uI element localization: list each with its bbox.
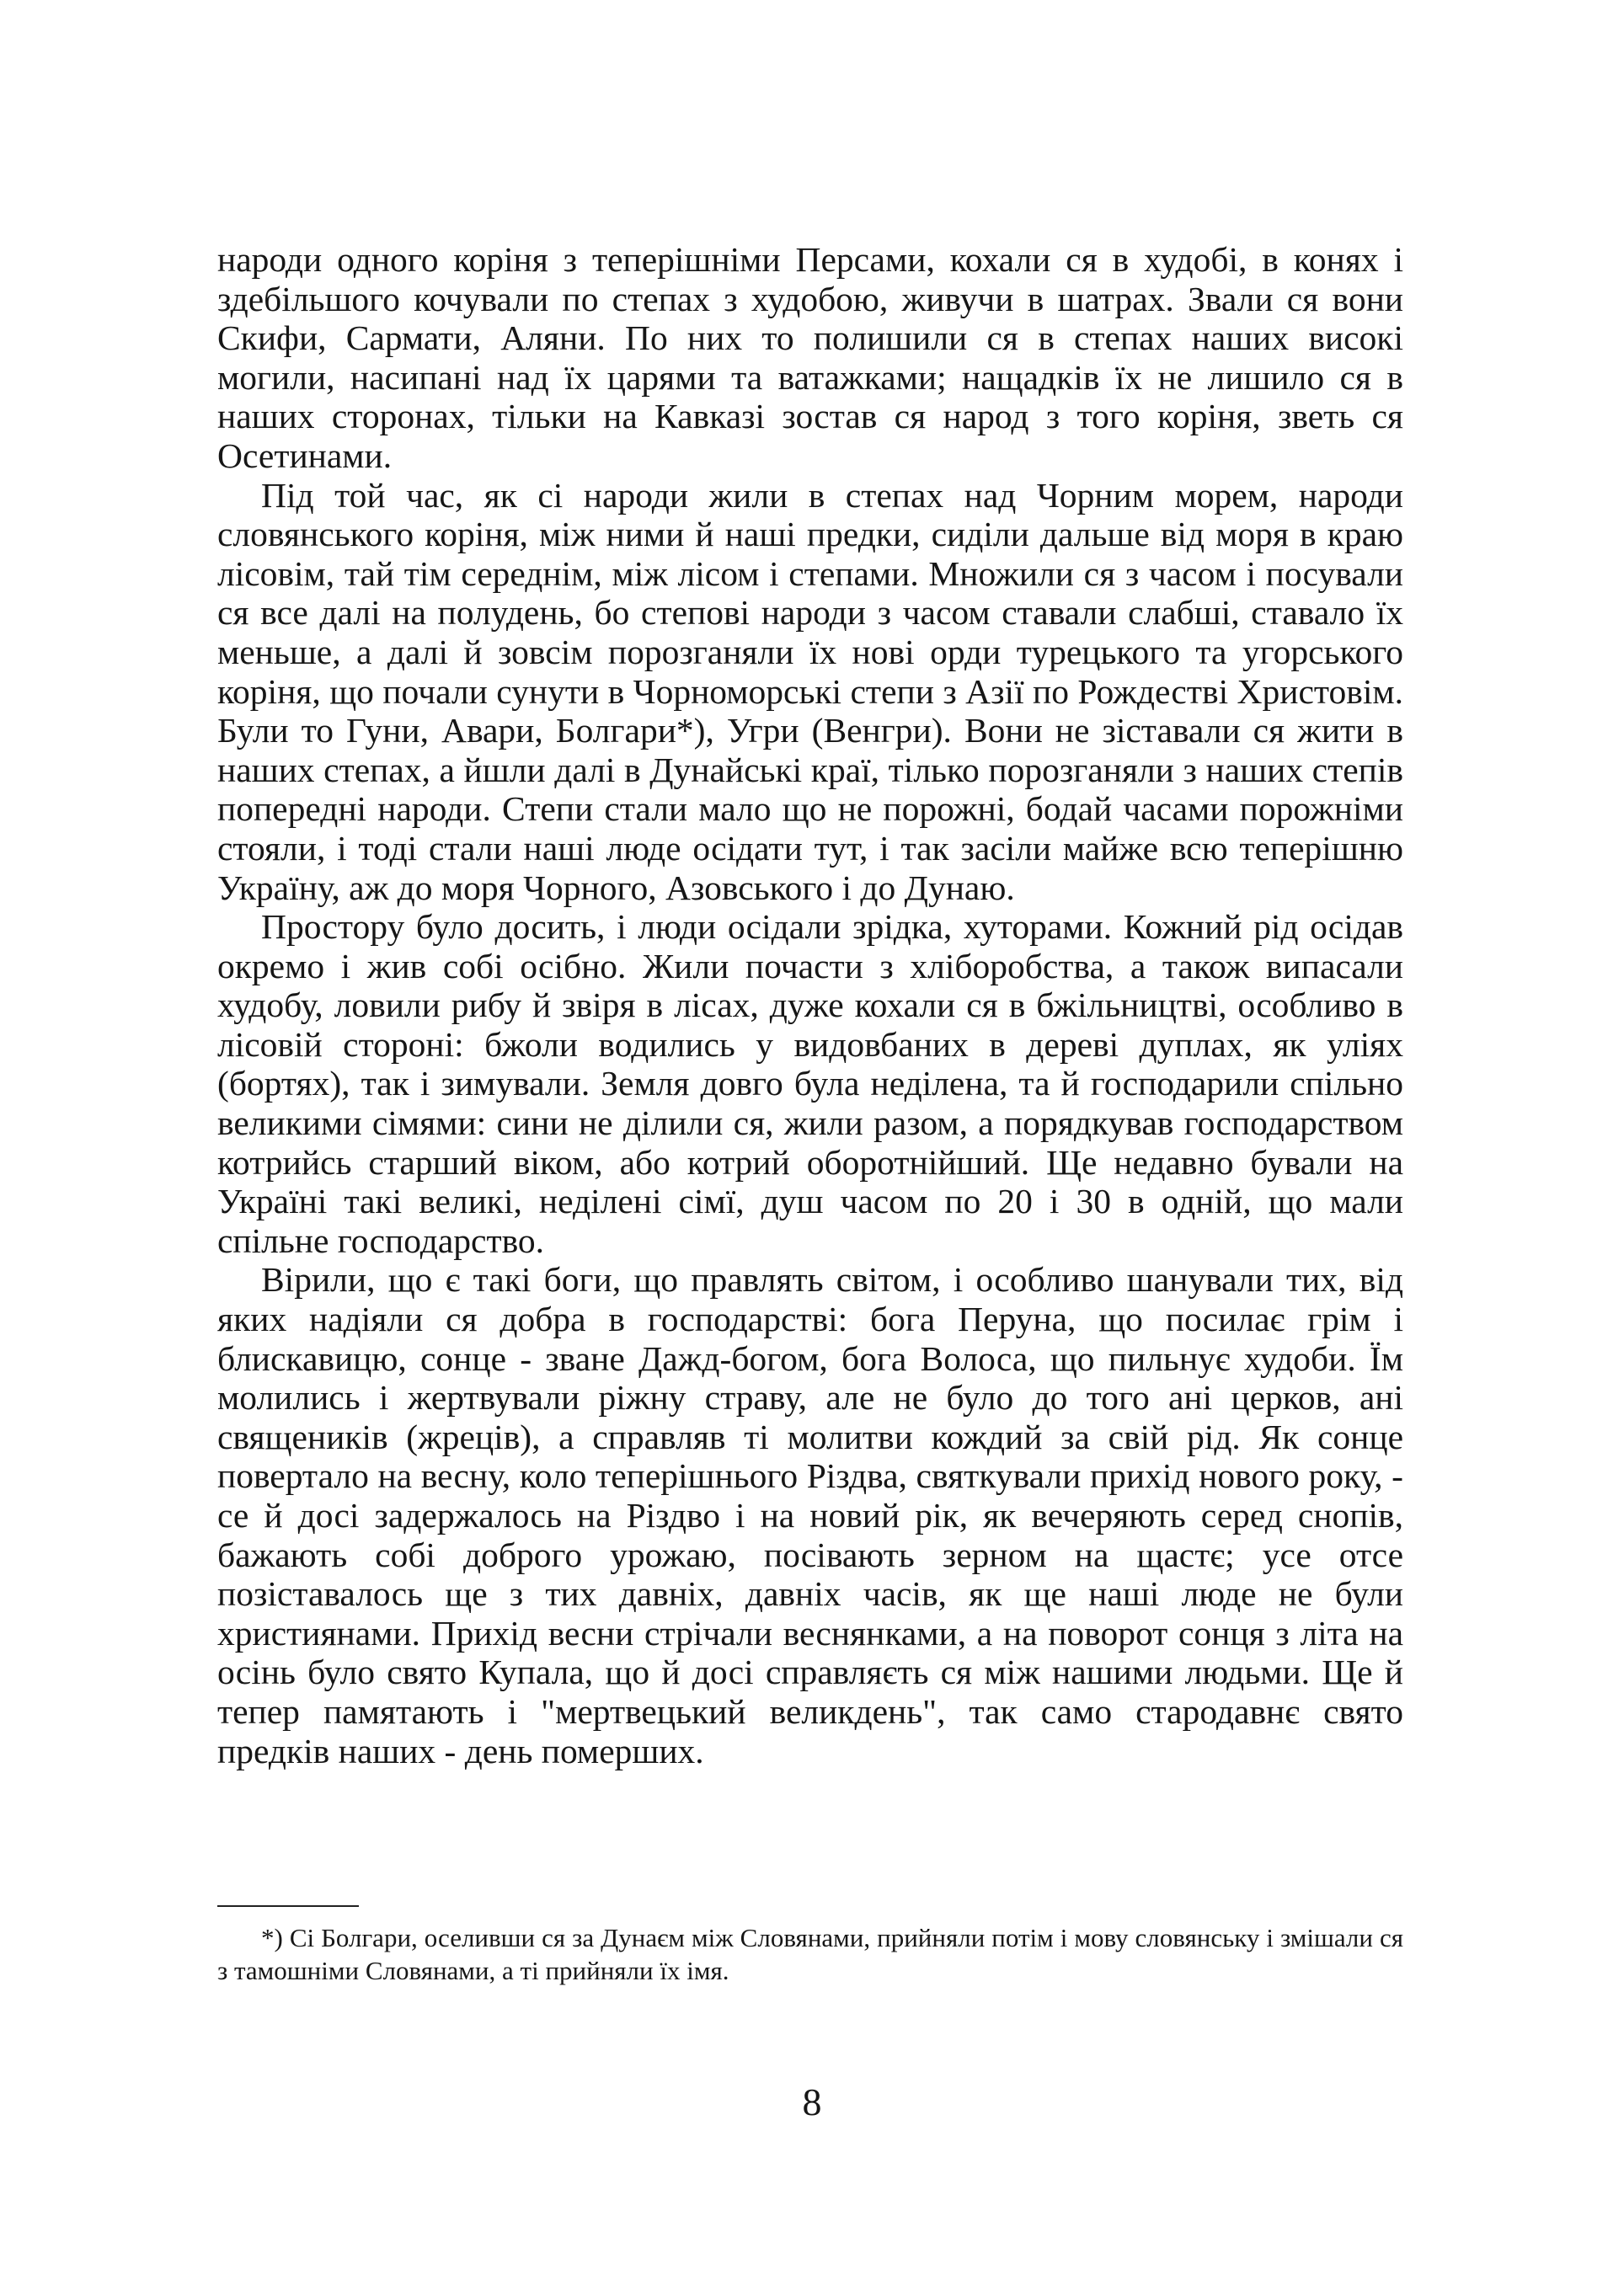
paragraph-scythians: народи одного коріня з теперішніми Персами, кохали ся в худобі, в конях і здебільшого кочували по степах з худобою, живучи в шатрах. Звали ся вони Скифи, Сармати, Аляни. По них то полишили ся в степах наших високі могили, насипані над їх царями та ватажками; нащадків їх не лишило ся в наших сторонах, тільки на Кавказі зостав ся народ з того коріня, зветь ся Осетинами.	[217, 240, 1403, 475]
paragraph-beliefs: Вірили, що є такі боги, що правлять світом, і особливо шанували тих, від яких надіяли ся добра в господарстві: бога Перуна, що посилає грім і блискавицю, сонце - зване Дажд-богом, бога Волоса, що пильнує худоби. Їм молились і жертвували ріжну страву, але не було до того ані церков, ані священиків (жреців), а справляв ті молитви кождий за свій рід. Як сонце повертало на весну, коло теперішнього Різдва, святкували прихід нового року, - се й досі задержалось на Різдво і на новий рік, як вечеряють серед снопів, бажають собі доброго урожаю, посівають зерном на щастє; усе отсе позіставалось ще з тих давніх, давніх часів, як ще наші люде не були християнами. Прихід весни стрічали веснянками, а на поворот сонця з літа на осінь було свято Купала, що й досі справляєть ся між нашими людьми. Ще й тепер памятають і "мертвецький великдень", так само стародавнє свято предків наших - день померших.	[217, 1260, 1403, 1770]
paragraph-slavic-settlement: Під той час, як сі народи жили в степах над Чорним морем, народи словянського коріня, між ними й наші предки, сиділи дальше від моря в краю лісовім, тай тім середнім, між лісом і степами. Множили ся з часом і посували ся все далі на полудень, бо степові народи з часом ставали слабші, ставало їх меньше, а далі й зовсім порозганяли їх нові орди турецького та угорського коріня, що почали сунути в Чорноморські степи з Азії по Рождестві Христовім. Були то Гуни, Авари, Болгари*), Угри (Венгри). Вони не зіставали ся жити в наших степах, а йшли далі в Дунайські краї, тілько порозганяли з наших степів попередні народи. Степи стали мало що не порожні, бодай часами порожніми стояли, і тоді стали наші люде осідати тут, і так засіли майже всю теперішню Україну, аж до моря Чорного, Азовського і до Дунаю.	[217, 475, 1403, 907]
paragraph-way-of-life: Простору було досить, і люди осідали зрідка, хуторами. Кожний рід осідав окремо і жив собі осібно. Жили почасти з хліборобства, а також випасали худобу, ловили рибу й звіря в лісах, дуже кохали ся в бжільництві, особливо в лісовій стороні: бжоли водились у видовбаних в дереві дуплах, як уліях (бортях), так і зимували. Земля довго була неділена, та й господарили спільно великими сімями: сини не ділили ся, жили разом, а порядкував господарством котрийсь старший віком, або котрий оборотнійший. Ще недавно бували на Україні такі великі, неділені сімї, душ часом по 20 і 30 в одній, що мали спільне господарство.	[217, 907, 1403, 1260]
footnote-divider	[217, 1905, 359, 1907]
page-number: 8	[802, 2080, 822, 2123]
main-text	[217, 240, 1403, 1770]
footnote: *) Сі Болгари, оселивши ся за Дунаєм між Словянами, прийняли потім і мову словянську і змішали ся з тамошніми Словянами, а ті прийняли їх імя.	[217, 1923, 1403, 1985]
